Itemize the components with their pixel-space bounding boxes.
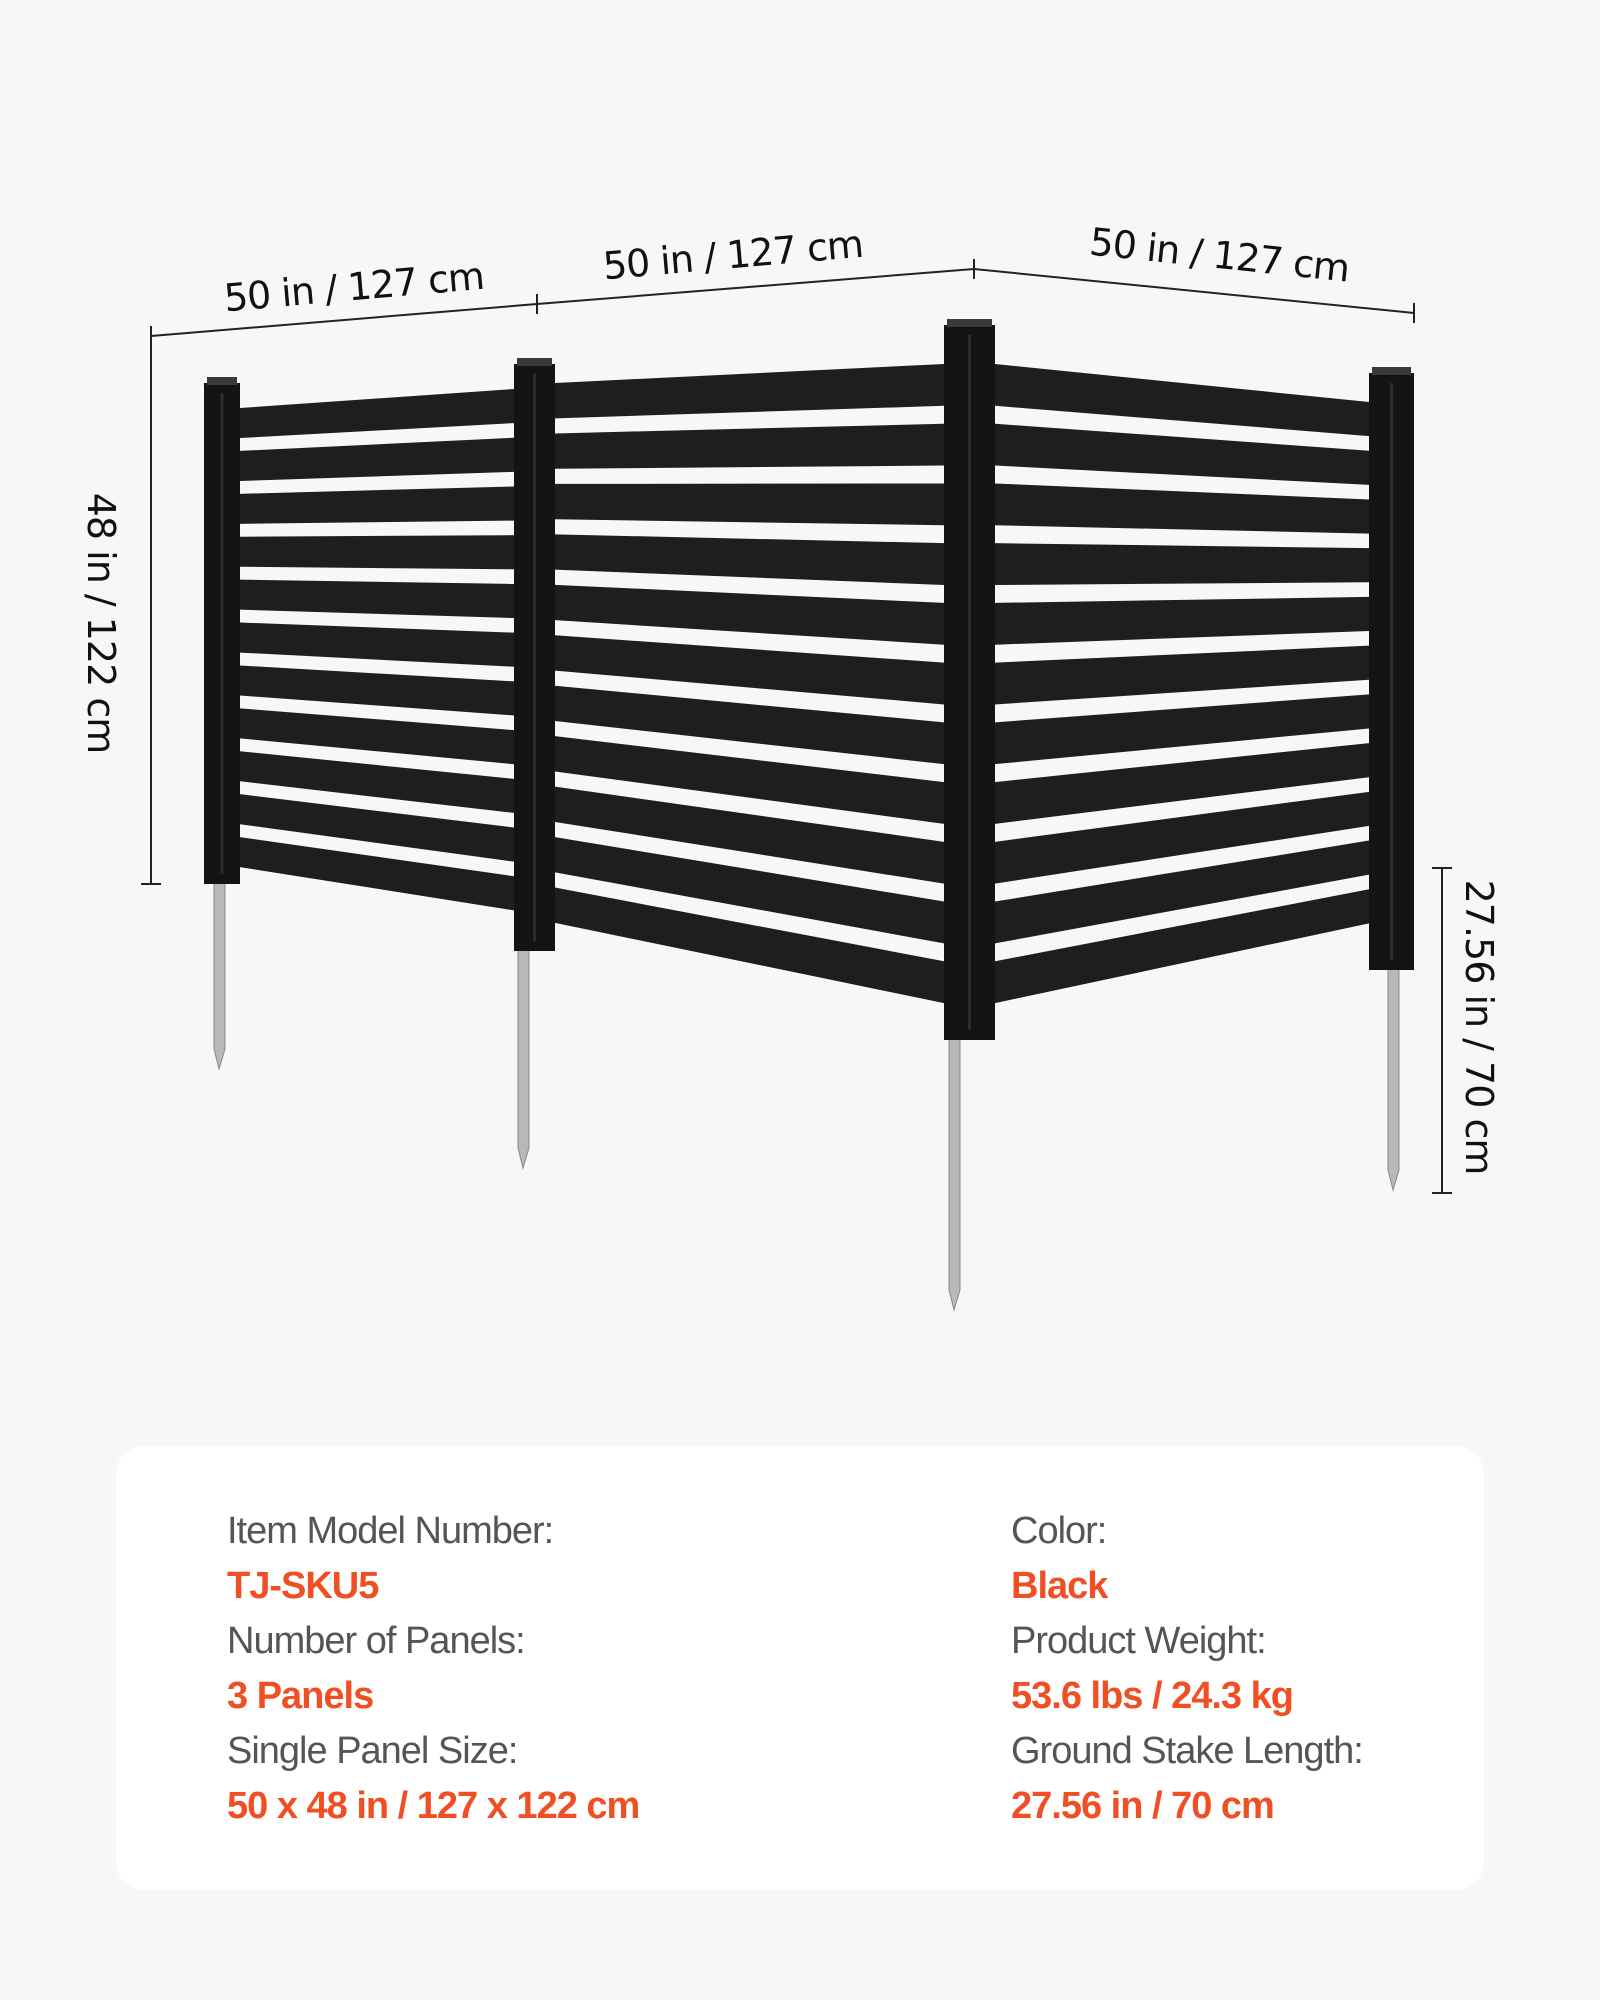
spec-label-color: Color: [1011, 1510, 1107, 1552]
spec-card [116, 1446, 1484, 1890]
dim-width-3: 50 in / 127 cm [1087, 219, 1352, 291]
fence-slats [240, 364, 1369, 1003]
spec-value-model: TJ-SKU5 [227, 1565, 379, 1607]
post-cap [517, 358, 552, 366]
post-cap [947, 319, 992, 327]
fence-slat [995, 483, 1369, 533]
spec-column-right [1011, 1504, 1363, 1834]
spec-label-stake: Ground Stake Length: [1011, 1730, 1363, 1772]
spec-label-model: Item Model Number: [227, 1510, 554, 1552]
post-cap [207, 377, 237, 385]
dim-width-1: 50 in / 127 cm [222, 253, 486, 321]
fence-slat [240, 665, 514, 715]
post-cap [1372, 367, 1411, 375]
spec-label-weight: Product Weight: [1011, 1620, 1266, 1662]
spec-column-left [227, 1504, 639, 1834]
spec-value-panels: 3 Panels [227, 1675, 374, 1717]
fence-slat [555, 585, 944, 645]
fence-slat [555, 483, 944, 525]
dim-stake-length: 27.56 in / 70 cm [1457, 879, 1501, 1175]
dim-width-2: 50 in / 127 cm [601, 221, 865, 289]
fence-slat [995, 543, 1369, 585]
fence-slat [995, 364, 1369, 436]
fence-slat [995, 646, 1369, 705]
fence-slat [240, 486, 514, 523]
spec-label-panel-size: Single Panel Size: [227, 1730, 518, 1772]
fence-slat [995, 424, 1369, 485]
fence-slat [555, 534, 944, 585]
fence-slat [995, 597, 1369, 645]
ground-stake [949, 1030, 960, 1310]
spec-value-color: Black [1011, 1565, 1108, 1607]
spec-value-stake: 27.56 in / 70 cm [1011, 1785, 1274, 1827]
spec-value-panel-size: 50 x 48 in / 127 x 122 cm [227, 1785, 640, 1827]
ground-stake [1388, 960, 1399, 1190]
dim-height: 48 in / 122 cm [79, 492, 123, 754]
fence-slat [555, 424, 944, 469]
fence-slat [240, 535, 514, 569]
ground-stake [214, 874, 225, 1069]
fence-slat [240, 438, 514, 481]
fence-slat [555, 364, 944, 418]
ground-stake [518, 941, 529, 1168]
fence-slat [240, 389, 514, 438]
fence-slat [240, 580, 514, 618]
spec-value-weight: 53.6 lbs / 24.3 kg [1011, 1675, 1293, 1717]
spec-label-panels: Number of Panels: [227, 1620, 525, 1662]
fence-slat [240, 623, 514, 667]
